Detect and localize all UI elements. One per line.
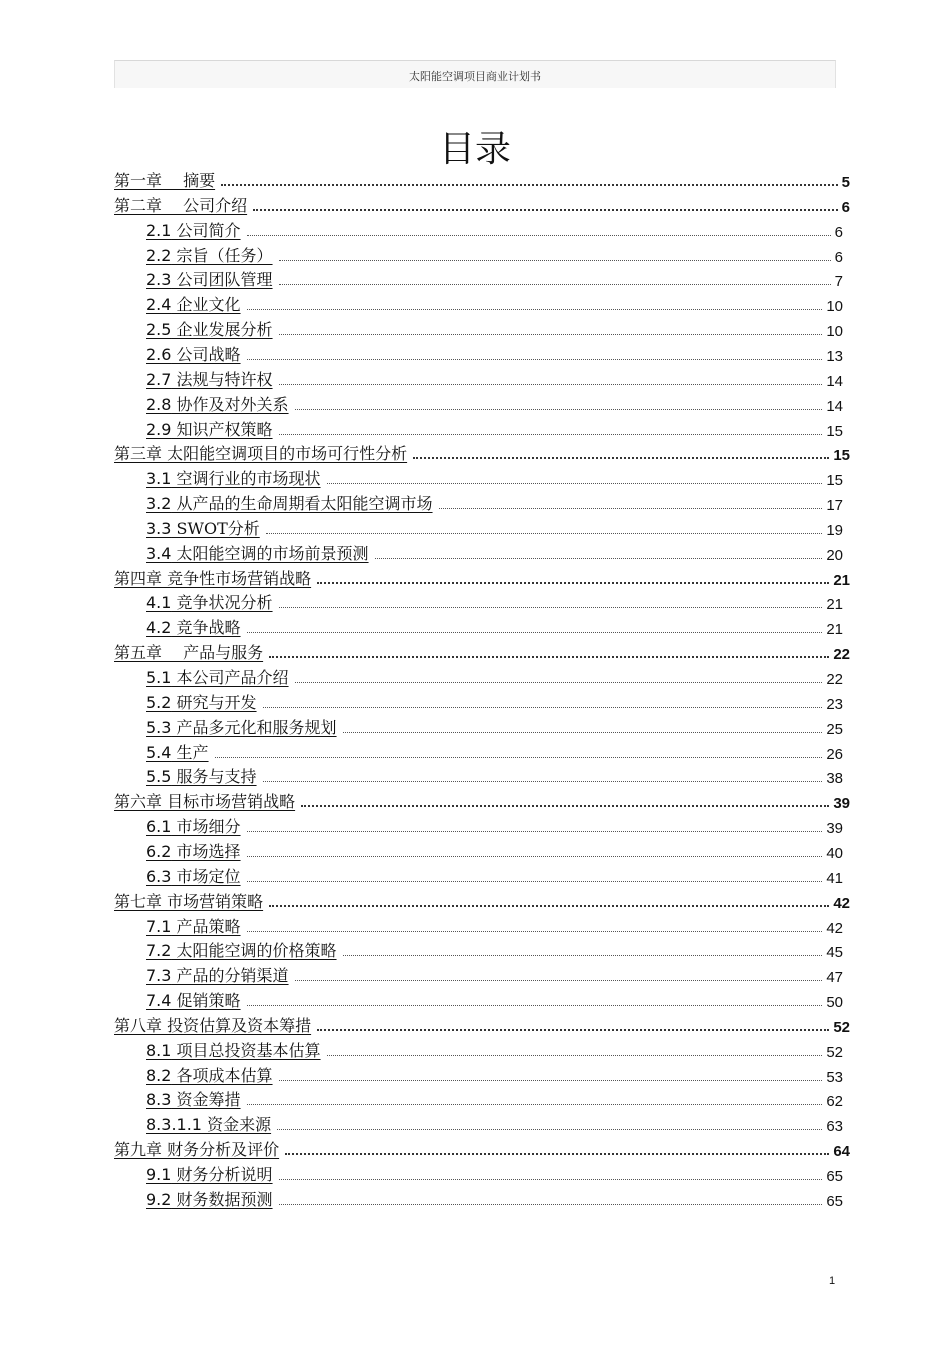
toc-entry-label <box>146 367 277 390</box>
toc-entry-page: 22 <box>826 671 843 688</box>
toc-section-link[interactable] <box>146 542 843 564</box>
page-header <box>114 60 836 88</box>
toc-entry-number: 2.9 <box>146 420 172 439</box>
toc-entry-page: 13 <box>826 348 843 365</box>
toc-entry-label <box>114 889 267 912</box>
dot-leader <box>263 781 823 782</box>
toc-entry-label <box>114 193 251 216</box>
toc-entry-page: 7 <box>834 273 843 290</box>
toc-entry-text: 产品多元化和服务规划 <box>171 718 337 737</box>
toc-entry-label <box>146 267 277 290</box>
toc-section-link[interactable] <box>146 318 843 340</box>
toc-entry-label <box>146 516 264 539</box>
dot-leader <box>247 359 823 360</box>
dot-leader <box>279 384 823 385</box>
toc-entry-number: 6.2 <box>146 842 172 861</box>
toc-section-link[interactable] <box>146 268 843 290</box>
toc-section-link[interactable] <box>146 939 843 961</box>
toc-entry-page: 15 <box>833 447 850 464</box>
toc-entry-page: 21 <box>826 621 843 638</box>
toc-entry-text: SWOT分析 <box>171 519 260 538</box>
toc-section-link[interactable] <box>146 368 843 390</box>
toc-entry-label <box>146 615 245 638</box>
toc-entry-text: 企业发展分析 <box>171 320 273 339</box>
toc-entry-label <box>146 814 245 837</box>
dot-leader <box>266 533 823 534</box>
toc-entry-label <box>146 590 277 613</box>
toc-section-link[interactable] <box>146 467 843 489</box>
toc-entry-page: 21 <box>826 596 843 613</box>
toc-entry-label <box>146 839 245 862</box>
toc-entry-text: 第二章 公司介绍 <box>114 196 248 215</box>
toc-entry-page: 10 <box>826 298 843 315</box>
toc-entry-text: 第八章 投资估算及资本筹措 <box>114 1016 312 1035</box>
dot-leader <box>327 483 823 484</box>
dot-leader <box>221 184 838 186</box>
dot-leader <box>215 757 823 758</box>
toc-entry-page: 26 <box>826 746 843 763</box>
dot-leader <box>317 1029 829 1031</box>
toc-entry-page: 5 <box>841 174 850 191</box>
toc-entry-label <box>146 740 213 763</box>
toc-chapter-link[interactable] <box>114 1014 850 1036</box>
toc-entry-text: 资金筹措 <box>171 1090 241 1109</box>
toc-entry-label <box>146 342 245 365</box>
dot-leader <box>279 607 823 608</box>
dot-leader <box>279 334 823 335</box>
toc-entry-page: 10 <box>826 323 843 340</box>
toc-entry-page: 25 <box>826 721 843 738</box>
toc-entry-text: 知识产权策略 <box>171 420 273 439</box>
toc-entry-number: 3.2 <box>146 494 172 513</box>
toc-section-link[interactable] <box>146 765 843 787</box>
dot-leader <box>279 434 823 435</box>
toc-entry-page: 23 <box>826 696 843 713</box>
toc-heading: 目录 <box>438 129 511 170</box>
toc-entry-page: 53 <box>826 1069 843 1086</box>
toc-entry-page: 14 <box>826 398 843 415</box>
toc-entry-page: 38 <box>826 770 843 787</box>
dot-leader <box>295 409 823 410</box>
toc-section-link[interactable] <box>146 1064 843 1086</box>
dot-leader <box>247 856 823 857</box>
toc-entry-page: 19 <box>826 522 843 539</box>
toc-section-link[interactable] <box>146 915 843 937</box>
toc-entry-number: 7.3 <box>146 966 172 985</box>
toc-entry-number: 7.4 <box>146 991 172 1010</box>
toc-entry-text: 公司战略 <box>171 345 241 364</box>
dot-leader <box>343 732 823 733</box>
toc-entry-text: 公司团队管理 <box>171 270 273 289</box>
toc-entry-text: 各项成本估算 <box>171 1066 273 1085</box>
toc-entry-page: 39 <box>833 795 850 812</box>
toc-entry-text: 项目总投资基本估算 <box>171 1041 321 1060</box>
toc-entry-number: 4.2 <box>146 618 172 637</box>
toc-section-link[interactable] <box>146 1188 843 1210</box>
dot-leader <box>277 1129 822 1130</box>
dot-leader <box>279 260 831 261</box>
toc-entry-number: 6.1 <box>146 817 172 836</box>
dot-leader <box>279 284 831 285</box>
toc-entry-label <box>146 1063 277 1086</box>
toc-section-link[interactable] <box>146 418 843 440</box>
toc-entry-label <box>114 640 267 663</box>
toc-entry-label <box>146 914 245 937</box>
toc-entry-text: 研究与开发 <box>171 693 257 712</box>
toc-entry-number: 7.1 <box>146 917 172 936</box>
toc-entry-label <box>146 764 261 787</box>
toc-entry-number: 9.1 <box>146 1165 172 1184</box>
dot-leader <box>327 1055 823 1056</box>
toc-entry-number: 9.2 <box>146 1190 172 1209</box>
toc-entry-label <box>146 988 245 1011</box>
toc-entry-label <box>146 392 293 415</box>
toc-section-link[interactable] <box>146 219 843 241</box>
toc-entry-text: 竞争状况分析 <box>171 593 273 612</box>
toc-entry-text: 第四章 竞争性市场营销战略 <box>114 569 312 588</box>
toc-entry-label <box>146 665 293 688</box>
dot-leader <box>279 1204 823 1205</box>
toc-entry-label <box>146 218 245 241</box>
toc-entry-page: 22 <box>833 646 850 663</box>
toc-entry-text: 协作及对外关系 <box>171 395 289 414</box>
toc-section-link[interactable] <box>146 517 843 539</box>
toc-entry-text: 促销策略 <box>171 991 241 1010</box>
dot-leader <box>247 235 831 236</box>
dot-leader <box>295 980 823 981</box>
toc-entry-label <box>114 566 315 589</box>
toc-entry-label <box>114 441 411 464</box>
toc-entry-label <box>146 491 437 514</box>
toc-entry-label <box>146 938 341 961</box>
toc-entry-text: 太阳能空调的价格策略 <box>171 941 337 960</box>
toc-entry-text: 从产品的生命周期看太阳能空调市场 <box>171 494 433 513</box>
toc-entry-text: 第三章 太阳能空调项目的市场可行性分析 <box>114 444 408 463</box>
toc-entry-text: 市场定位 <box>171 867 241 886</box>
dot-leader <box>253 209 838 211</box>
toc-entry-label <box>114 789 299 812</box>
toc-entry-page: 40 <box>826 845 843 862</box>
dot-leader <box>263 707 823 708</box>
toc-entry-text: 财务分析说明 <box>171 1165 273 1184</box>
toc-section-link[interactable] <box>146 741 843 763</box>
toc-entry-label <box>146 690 261 713</box>
toc-entry-page: 20 <box>826 547 843 564</box>
document-title: 太阳能空调项目商业计划书 <box>409 70 541 83</box>
toc-entry-number: 5.4 <box>146 743 172 762</box>
toc-section-link[interactable] <box>146 989 843 1011</box>
toc-entry-page: 52 <box>826 1044 843 1061</box>
toc-entry-page: 17 <box>826 497 843 514</box>
toc-entry-page: 6 <box>841 199 850 216</box>
toc-section-link[interactable] <box>146 1113 843 1135</box>
toc-entry-text: 第九章 财务分析及评价 <box>114 1140 280 1159</box>
toc-entry-text: 公司简介 <box>171 221 241 240</box>
toc-entry-label <box>146 864 245 887</box>
toc-entry-text: 市场细分 <box>171 817 241 836</box>
dot-leader <box>279 1080 823 1081</box>
toc-entry-label <box>146 1038 325 1061</box>
toc-entry-label <box>146 292 245 315</box>
toc-entry-page: 39 <box>826 820 843 837</box>
toc-entry-number: 3.4 <box>146 544 172 563</box>
toc-entry-number: 8.3 <box>146 1090 172 1109</box>
toc-entry-text: 法规与特许权 <box>171 370 273 389</box>
dot-leader <box>439 508 823 509</box>
toc-chapter-link[interactable] <box>114 194 850 216</box>
toc-entry-text: 市场选择 <box>171 842 241 861</box>
toc-entry-text: 财务数据预测 <box>171 1190 273 1209</box>
dot-leader <box>269 656 829 658</box>
toc-entry-number: 6.3 <box>146 867 172 886</box>
toc-chapter-link[interactable] <box>114 567 850 589</box>
toc-entry-label <box>146 1162 277 1185</box>
toc-chapter-link[interactable] <box>114 790 850 812</box>
toc-entry-text: 第五章 产品与服务 <box>114 643 264 662</box>
toc-entry-number: 7.2 <box>146 941 172 960</box>
toc-entry-label <box>146 541 373 564</box>
toc-entry-label <box>146 417 277 440</box>
dot-leader <box>247 309 823 310</box>
toc-entry-text: 企业文化 <box>171 295 241 314</box>
toc-entry-number: 2.8 <box>146 395 172 414</box>
toc-entry-text: 生产 <box>171 743 209 762</box>
dot-leader <box>269 905 829 907</box>
toc-section-link[interactable] <box>146 244 843 266</box>
toc-entry-page: 6 <box>834 224 843 241</box>
toc-entry-text: 产品策略 <box>171 917 241 936</box>
toc-entry-page: 50 <box>826 994 843 1011</box>
toc-entry-number: 2.7 <box>146 370 172 389</box>
toc-entry-number: 2.1 <box>146 221 172 240</box>
toc-entry-label <box>146 963 293 986</box>
toc-entry-text: 竞争战略 <box>171 618 241 637</box>
dot-leader <box>285 1153 829 1155</box>
dot-leader <box>279 1179 823 1180</box>
toc-chapter-link[interactable] <box>114 890 850 912</box>
toc-entry-label <box>146 1087 245 1110</box>
toc-entry-text: 空调行业的市场现状 <box>171 469 321 488</box>
toc-entry-text: 宗旨（任务） <box>171 246 273 265</box>
toc-section-link[interactable] <box>146 293 843 315</box>
page-number: 1 <box>829 1275 836 1287</box>
dot-leader <box>317 582 829 584</box>
dot-leader <box>247 1104 823 1105</box>
dot-leader <box>247 931 823 932</box>
toc-entry-page: 65 <box>826 1193 843 1210</box>
toc-entry-number: 5.5 <box>146 767 172 786</box>
toc-section-link[interactable] <box>146 716 843 738</box>
toc-section-link[interactable] <box>146 393 843 415</box>
toc-entry-page: 45 <box>826 944 843 961</box>
toc-entry-text: 服务与支持 <box>171 767 257 786</box>
toc-entry-label <box>114 168 219 191</box>
toc-entry-page: 15 <box>826 472 843 489</box>
toc-entry-number: 5.1 <box>146 668 172 687</box>
toc-chapter-link[interactable] <box>114 1138 850 1160</box>
toc-section-link[interactable] <box>146 666 843 688</box>
toc-entry-label <box>146 466 325 489</box>
toc-entry-label <box>146 715 341 738</box>
toc-entry-number: 2.3 <box>146 270 172 289</box>
toc-entry-text: 太阳能空调的市场前景预测 <box>171 544 369 563</box>
dot-leader <box>375 558 823 559</box>
toc-entry-number: 3.3 <box>146 519 172 538</box>
toc-entry-text: 资金来源 <box>201 1115 272 1134</box>
toc-section-link[interactable] <box>146 815 843 837</box>
toc-chapter-link[interactable] <box>114 641 850 663</box>
dot-leader <box>343 955 823 956</box>
toc-section-link[interactable] <box>146 865 843 887</box>
toc-entry-text: 第七章 市场营销策略 <box>114 892 264 911</box>
dot-leader <box>247 1005 823 1006</box>
toc-entry-page: 65 <box>826 1168 843 1185</box>
toc-entry-number: 8.3.1.1 <box>146 1115 202 1134</box>
toc-entry-number: 2.6 <box>146 345 172 364</box>
toc-entry-text: 本公司产品介绍 <box>171 668 289 687</box>
toc-section-link[interactable] <box>146 1039 843 1061</box>
toc-entry-page: 14 <box>826 373 843 390</box>
toc-section-link[interactable] <box>146 1088 843 1110</box>
toc-section-link[interactable] <box>146 691 843 713</box>
dot-leader <box>247 632 823 633</box>
toc-chapter-link[interactable] <box>114 442 850 464</box>
toc-entry-label <box>114 1137 283 1160</box>
toc-section-link[interactable] <box>146 591 843 613</box>
toc-entry-page: 15 <box>826 423 843 440</box>
dot-leader <box>247 881 823 882</box>
toc-section-link[interactable] <box>146 343 843 365</box>
dot-leader <box>413 457 829 459</box>
toc-entry-label <box>146 1187 277 1210</box>
toc-entry-number: 5.2 <box>146 693 172 712</box>
toc-entry-page: 42 <box>826 920 843 937</box>
toc-entry-number: 8.1 <box>146 1041 172 1060</box>
toc-entry-text: 第六章 目标市场营销战略 <box>114 792 296 811</box>
dot-leader <box>295 682 823 683</box>
toc-entry-number: 3.1 <box>146 469 172 488</box>
toc-entry-label <box>114 1013 315 1036</box>
toc-entry-page: 47 <box>826 969 843 986</box>
toc-entry-text: 第一章 摘要 <box>114 171 216 190</box>
toc-entry-page: 64 <box>833 1143 850 1160</box>
toc-section-link[interactable] <box>146 1163 843 1185</box>
toc-entry-number: 4.1 <box>146 593 172 612</box>
toc-entry-number: 5.3 <box>146 718 172 737</box>
toc-entry-label <box>146 317 277 340</box>
toc-entry-number: 2.4 <box>146 295 172 314</box>
toc-section-link[interactable] <box>146 492 843 514</box>
toc-entry-page: 6 <box>834 249 843 266</box>
toc-section-link[interactable] <box>146 616 843 638</box>
toc-section-link[interactable] <box>146 964 843 986</box>
toc-entry-number: 2.5 <box>146 320 172 339</box>
toc-entry-page: 41 <box>826 870 843 887</box>
toc-chapter-link[interactable] <box>114 169 850 191</box>
toc-entry-number: 2.2 <box>146 246 172 265</box>
toc-entry-page: 42 <box>833 895 850 912</box>
toc-entry-text: 产品的分销渠道 <box>171 966 289 985</box>
toc-entry-page: 62 <box>826 1093 843 1110</box>
toc-entry-number: 8.2 <box>146 1066 172 1085</box>
dot-leader <box>247 831 823 832</box>
toc-entry-label <box>146 1112 275 1135</box>
toc-entry-page: 52 <box>833 1019 850 1036</box>
toc-entry-label <box>146 243 277 266</box>
toc-section-link[interactable] <box>146 840 843 862</box>
toc-entry-page: 21 <box>833 572 850 589</box>
toc-entry-page: 63 <box>826 1118 843 1135</box>
dot-leader <box>301 805 829 807</box>
